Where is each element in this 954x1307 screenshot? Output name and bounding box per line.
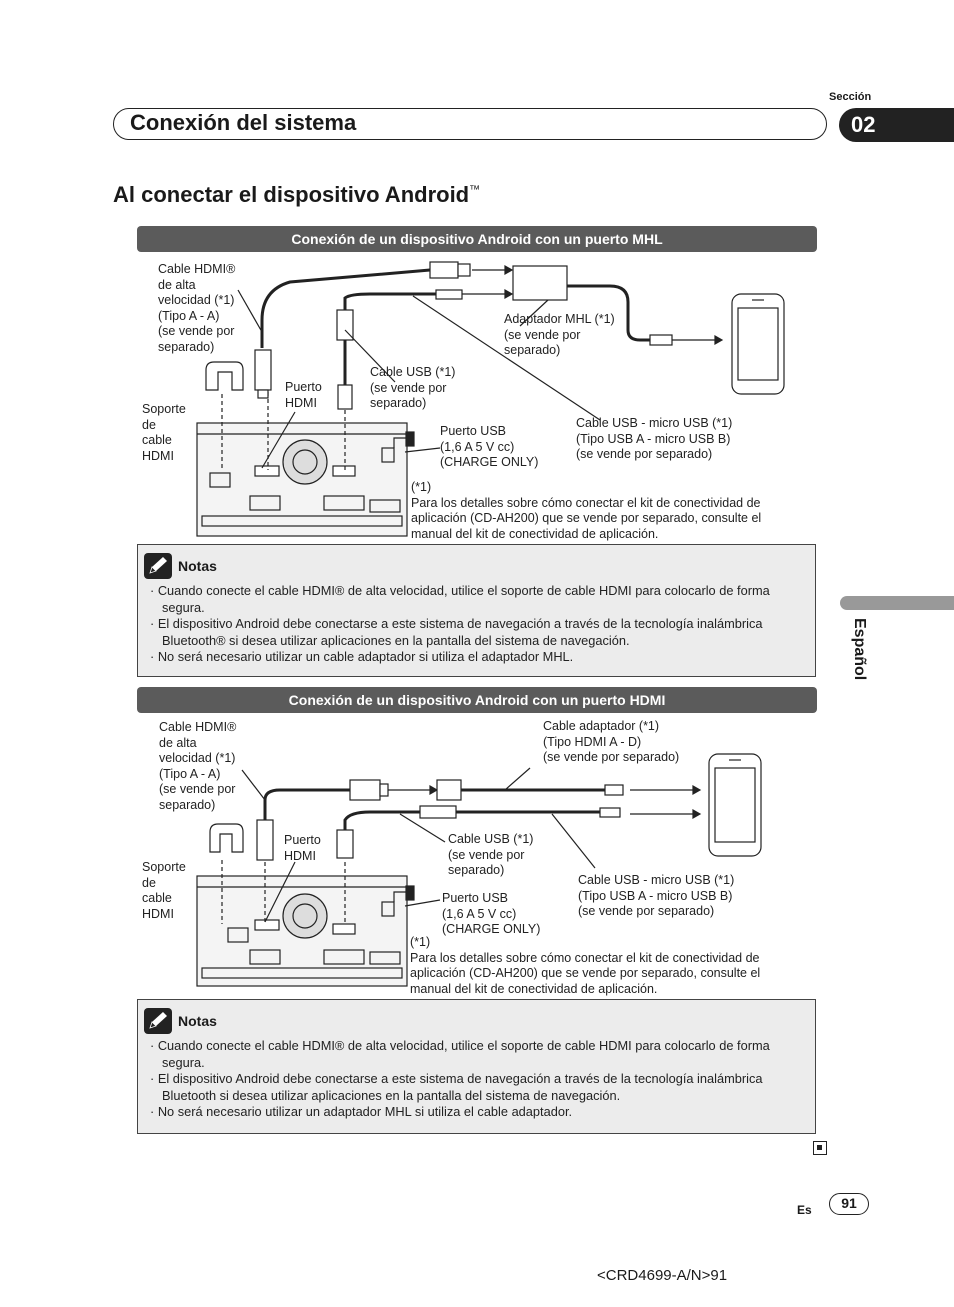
notes-title: Notas xyxy=(178,1013,217,1029)
language-tab-bar xyxy=(840,596,954,610)
footer-lang-code: Es xyxy=(797,1203,812,1217)
section-number-tab: 02 xyxy=(839,108,954,142)
hdmi-label-puerto-usb: Puerto USB (1,6 A 5 V cc) (CHARGE ONLY) xyxy=(442,891,541,936)
mhl-footnote: (*1) Para los detalles sobre cómo conectar el kit de conectividad de aplicación (CD-AH200) que se vende por separado, consulte el manual del kit de conectividad de aplicación. xyxy=(411,480,762,541)
end-of-section-icon xyxy=(813,1141,827,1155)
hdmi-label-puerto-hdmi: Puerto HDMI xyxy=(284,833,321,863)
hdmi-label-soporte: Soporte de cable HDMI xyxy=(142,860,186,921)
hdmi-label-cable-usb: Cable USB (*1) (se vende por separado) xyxy=(448,832,534,877)
note-item: · El dispositivo Android debe conectarse a este sistema de navegación a través de la tecnología inalámbrica Bluetooth® si desea utilizar aplicaciones en la pantalla del sistema de navegación. xyxy=(150,616,763,648)
notes-list xyxy=(150,1038,795,1121)
mhl-section-heading: Conexión de un dispositivo Android con un puerto MHL xyxy=(137,226,817,252)
notes-title: Notas xyxy=(178,558,217,574)
chapter-title: Conexión del sistema xyxy=(130,110,357,135)
mhl-label-cable-usb: Cable USB (*1) (se vende por separado) xyxy=(370,365,456,410)
section-label: Sección xyxy=(829,91,872,103)
hdmi-label-cable-adaptador: Cable adaptador (*1) (Tipo HDMI A - D) (se vende por separado) xyxy=(543,719,680,764)
mhl-label-soporte: Soporte de cable HDMI xyxy=(142,402,186,463)
note-item: · Cuando conecte el cable HDMI® de alta velocidad, utilice el soporte de cable HDMI para colocarlo de forma segura. xyxy=(150,1038,770,1070)
note-item: · El dispositivo Android debe conectarse a este sistema de navegación a través de la tecnología inalámbrica Bluetooth si desea utilizar aplicaciones en la pantalla del sistema de navegación. xyxy=(150,1071,763,1103)
document-code: <CRD4699-A/N>91 xyxy=(597,1267,728,1284)
page-title-text: Al conectar el dispositivo Android xyxy=(113,182,470,207)
notes-heading xyxy=(144,1008,217,1034)
notes-box-hdmi xyxy=(137,999,816,1134)
note-item: · No será necesario utilizar un cable adaptador si utiliza el adaptador MHL. xyxy=(150,649,574,664)
mhl-label-adaptador: Adaptador MHL (*1) (se vende por separado) xyxy=(504,312,615,357)
hdmi-label-cable-hdmi: Cable HDMI® de alta velocidad (*1) (Tipo A - A) (se vende por separado) xyxy=(159,720,237,812)
pencil-icon xyxy=(144,1008,172,1034)
note-item: · Cuando conecte el cable HDMI® de alta velocidad, utilice el soporte de cable HDMI para colocarlo de forma segura. xyxy=(150,583,770,615)
trademark-mark: ™ xyxy=(469,184,481,196)
mhl-label-puerto-usb: Puerto USB (1,6 A 5 V cc) (CHARGE ONLY) xyxy=(440,424,539,469)
hdmi-label-cable-micro-usb: Cable USB - micro USB (*1) (Tipo USB A - micro USB B) (se vende por separado) xyxy=(578,873,735,918)
hdmi-section-heading: Conexión de un dispositivo Android con un puerto HDMI xyxy=(137,687,817,713)
language-label: Español xyxy=(851,618,868,681)
page-number: 91 xyxy=(829,1193,869,1215)
mhl-label-puerto-hdmi: Puerto HDMI xyxy=(285,380,322,410)
mhl-label-cable-hdmi: Cable HDMI® de alta velocidad (*1) (Tipo A - A) (se vende por separado) xyxy=(158,262,236,354)
note-item: · No será necesario utilizar un adaptador MHL si utiliza el cable adaptador. xyxy=(150,1104,573,1119)
mhl-label-cable-micro-usb: Cable USB - micro USB (*1) (Tipo USB A - micro USB B) (se vende por separado) xyxy=(576,416,733,461)
hdmi-footnote: (*1) Para los detalles sobre cómo conectar el kit de conectividad de aplicación (CD-AH200) que se vende por separado, consulte el manual del kit de conectividad de aplicación. xyxy=(410,935,761,996)
language-tab xyxy=(836,618,876,708)
